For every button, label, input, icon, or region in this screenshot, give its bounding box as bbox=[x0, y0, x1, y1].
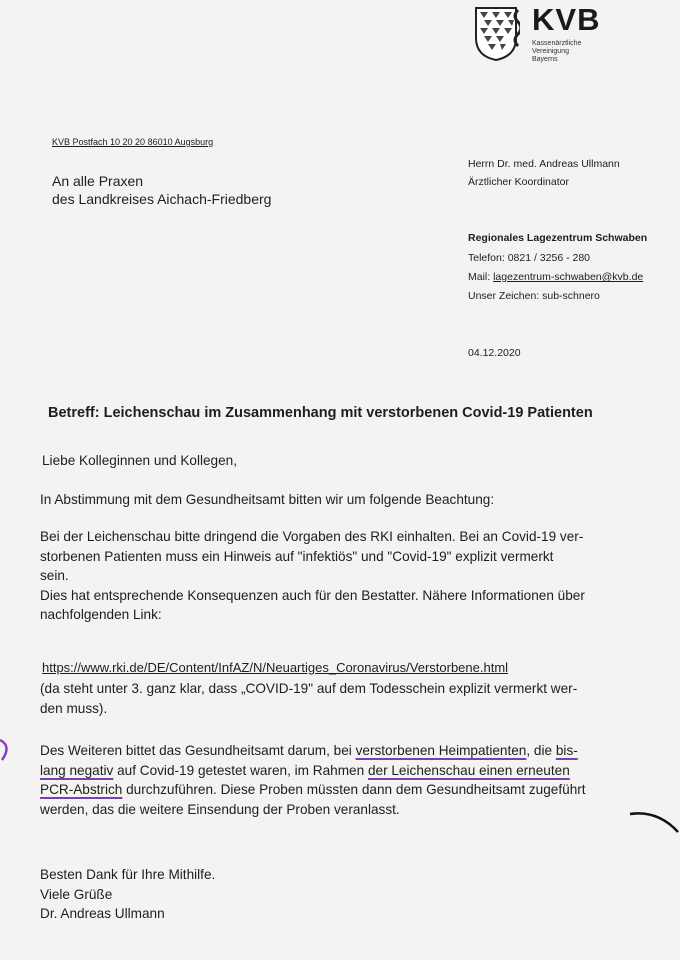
kvb-logo bbox=[466, 0, 680, 88]
contact-center: Regionales Lagezentrum Schwaben bbox=[468, 232, 648, 244]
contact-name: Herrn Dr. med. Andreas Ullmann bbox=[468, 158, 620, 170]
highlight-autopsy: der Leichenschau einen erneuten bbox=[367, 762, 570, 778]
logo-text: KVB bbox=[532, 2, 601, 37]
highlight-deceased-patients: verstorbenen Heimpatienten bbox=[355, 743, 527, 758]
highlight-pcr-swab: PCR-Abstrich bbox=[40, 782, 123, 797]
letter-date: 04.12.2020 bbox=[468, 347, 521, 359]
paragraph-rki-line: nachfolgenden Link: bbox=[40, 607, 162, 622]
recipient-address bbox=[52, 172, 271, 208]
paragraph-rki-line: sein. bbox=[40, 568, 69, 583]
contact-mail-link[interactable]: lagezentrum-schwaben@kvb.de bbox=[493, 271, 644, 283]
salutation: Liebe Kolleginnen und Kollegen, bbox=[42, 453, 238, 468]
paragraph-rki-line: Dies hat entsprechende Konsequenzen auch für den Bestatter. Nähere Informationen über bbox=[40, 587, 585, 603]
paragraph-note-line: den muss). bbox=[40, 700, 108, 716]
paragraph-pcr bbox=[40, 741, 670, 819]
paragraph-pcr-line: Des Weiteren bittet das Gesundheitsamt darum, bei verstorbenen Heimpatienten, die bis- bbox=[40, 743, 578, 758]
sender-address-line: KVB Postfach 10 20 20 86010 Augsburg bbox=[52, 137, 214, 147]
contact-phone: Telefon: 0821 / 3256 - 280 bbox=[468, 252, 591, 264]
recipient-line-1: An alle Praxen bbox=[52, 173, 144, 189]
bavaria-crest-icon bbox=[472, 4, 520, 62]
paragraph-rki-line: storbenen Patienten muss ein Hinweis auf "infektiös" und "Covid-19" explizit vermerkt bbox=[40, 548, 554, 564]
logo-subtitle: Kassenärztliche Vereinigung Bayerns bbox=[532, 40, 582, 63]
pen-mark-icon bbox=[0, 738, 14, 762]
pen-stroke-icon bbox=[628, 808, 680, 838]
paragraph-pcr-line: werden, das die weitere Einsendung der Proben veranlasst. bbox=[40, 801, 400, 817]
paragraph-pcr-line: lang negativ auf Covid-19 getestet waren, im Rahmen der Leichenschau einen erneuten bbox=[40, 762, 570, 778]
closing-greeting: Viele Grüße bbox=[40, 886, 113, 902]
paragraph-pcr-line: PCR-Abstrich durchzuführen. Diese Proben müssten dann dem Gesundheitsamt zugeführt bbox=[40, 782, 586, 797]
closing-thanks: Besten Dank für Ihre Mithilfe. bbox=[40, 867, 216, 882]
paragraph-rki-line: Bei der Leichenschau bitte dringend die Vorgaben des RKI einhalten. Bei an Covid-19 ver- bbox=[40, 529, 584, 544]
rki-link[interactable]: https://www.rki.de/DE/Content/InfAZ/N/Neuartiges_Coronavirus/Verstorbene.html bbox=[42, 660, 509, 675]
contact-mail-label: Mail: bbox=[468, 271, 491, 283]
paragraph-rki bbox=[40, 527, 670, 625]
paragraph-note-line: (da steht unter 3. ganz klar, dass „COVID-19" auf dem Todesschein explizit vermerkt wer- bbox=[40, 681, 578, 696]
paragraph-note bbox=[40, 679, 670, 718]
highlight-until-now: bis- bbox=[555, 743, 578, 758]
closing bbox=[40, 865, 670, 924]
intro-paragraph: In Abstimmung mit dem Gesundheitsamt bitten wir um folgende Beachtung: bbox=[40, 492, 495, 507]
contact-mail-row bbox=[468, 271, 643, 284]
letter-subject: Betreff: Leichenschau im Zusammenhang mit verstorbenen Covid-19 Patienten bbox=[48, 405, 593, 421]
highlight-negative: lang negativ bbox=[40, 762, 114, 778]
contact-reference: Unser Zeichen: sub-schnero bbox=[468, 290, 600, 302]
recipient-line-2: des Landkreises Aichach-Friedberg bbox=[52, 191, 272, 207]
contact-role: Ärztlicher Koordinator bbox=[468, 176, 569, 188]
closing-signature: Dr. Andreas Ullmann bbox=[40, 906, 165, 921]
